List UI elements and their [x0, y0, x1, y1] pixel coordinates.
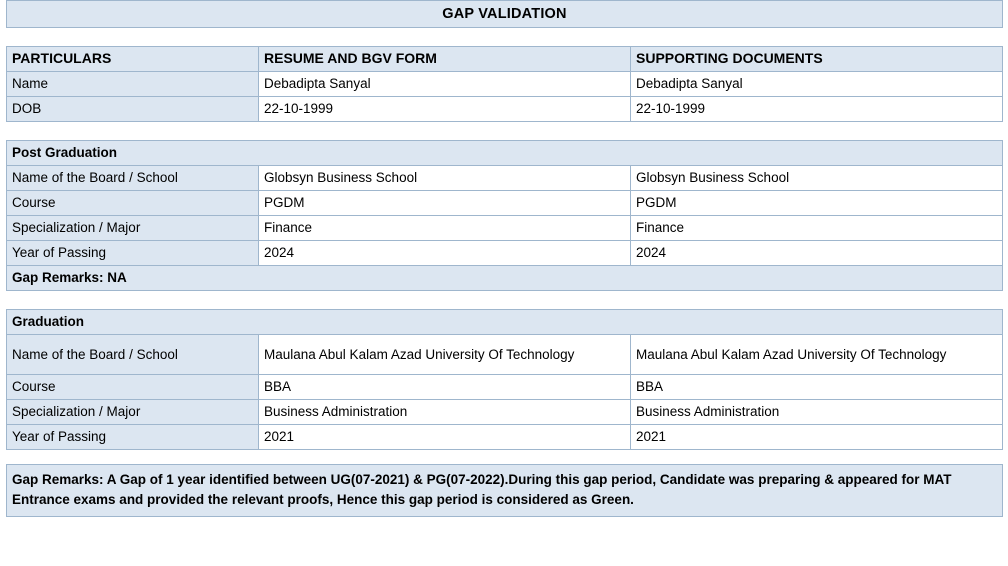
row-resume-board-school: Globsyn Business School — [259, 166, 631, 191]
row-resume-year-of-passing: 2024 — [259, 241, 631, 266]
row-resume-board-school: Maulana Abul Kalam Azad University Of Technology — [259, 335, 631, 375]
row-label-specialization: Specialization / Major — [7, 216, 259, 241]
section-heading-graduation: Graduation — [7, 310, 1003, 335]
row-supporting-year-of-passing: 2021 — [631, 425, 1003, 450]
row-resume-name: Debadipta Sanyal — [259, 72, 631, 97]
row-label-course: Course — [7, 375, 259, 400]
row-supporting-specialization: Finance — [631, 216, 1003, 241]
table-row — [7, 166, 1003, 191]
table-row — [7, 425, 1003, 450]
row-supporting-board-school: Globsyn Business School — [631, 166, 1003, 191]
row-label-year-of-passing: Year of Passing — [7, 241, 259, 266]
table-row — [7, 241, 1003, 266]
row-label-year-of-passing: Year of Passing — [7, 425, 259, 450]
table-row — [7, 191, 1003, 216]
row-supporting-course: BBA — [631, 375, 1003, 400]
row-supporting-name: Debadipta Sanyal — [631, 72, 1003, 97]
gap-remarks-graduation: Gap Remarks: A Gap of 1 year identified between UG(07-2021) & PG(07-2022).During this gap period, Candidate was preparing & appeared for MAT Entrance exams and provided the relevant proofs, Hence this gap period is considered as Green. — [7, 465, 1003, 517]
spacer-after-title — [6, 28, 1002, 46]
identity-table — [6, 46, 1003, 122]
row-supporting-board-school: Maulana Abul Kalam Azad University Of Technology — [631, 335, 1003, 375]
section-heading-post-graduation: Post Graduation — [7, 141, 1003, 166]
row-resume-dob: 22-10-1999 — [259, 97, 631, 122]
column-header-resume: RESUME AND BGV FORM — [259, 47, 631, 72]
title-table — [6, 0, 1003, 28]
row-resume-year-of-passing: 2021 — [259, 425, 631, 450]
spacer-before-gap-remarks — [6, 450, 1002, 464]
row-label-name: Name — [7, 72, 259, 97]
graduation-table — [6, 309, 1003, 450]
section-heading-row — [7, 310, 1003, 335]
row-supporting-course: PGDM — [631, 191, 1003, 216]
spacer-after-identity — [6, 122, 1002, 140]
spacer-after-post-graduation — [6, 291, 1002, 309]
row-resume-specialization: Business Administration — [259, 400, 631, 425]
post-graduation-table — [6, 140, 1003, 291]
graduation-gap-remarks-table — [6, 464, 1003, 517]
column-header-supporting: SUPPORTING DOCUMENTS — [631, 47, 1003, 72]
table-header-row — [7, 47, 1003, 72]
table-row — [7, 216, 1003, 241]
section-heading-row — [7, 141, 1003, 166]
gap-remarks-row — [7, 465, 1003, 517]
table-row — [7, 335, 1003, 375]
row-supporting-dob: 22-10-1999 — [631, 97, 1003, 122]
row-resume-course: BBA — [259, 375, 631, 400]
row-label-specialization: Specialization / Major — [7, 400, 259, 425]
row-supporting-year-of-passing: 2024 — [631, 241, 1003, 266]
row-resume-course: PGDM — [259, 191, 631, 216]
row-supporting-specialization: Business Administration — [631, 400, 1003, 425]
document-title-row — [7, 1, 1003, 28]
table-row — [7, 375, 1003, 400]
gap-remarks-post-graduation: Gap Remarks: NA — [7, 266, 1003, 291]
row-resume-specialization: Finance — [259, 216, 631, 241]
row-label-board-school: Name of the Board / School — [7, 166, 259, 191]
table-row — [7, 97, 1003, 122]
gap-remarks-row — [7, 266, 1003, 291]
row-label-dob: DOB — [7, 97, 259, 122]
row-label-board-school: Name of the Board / School — [7, 335, 259, 375]
table-row — [7, 72, 1003, 97]
column-header-particulars: PARTICULARS — [7, 47, 259, 72]
table-row — [7, 400, 1003, 425]
row-label-course: Course — [7, 191, 259, 216]
document-title: GAP VALIDATION — [7, 1, 1003, 28]
